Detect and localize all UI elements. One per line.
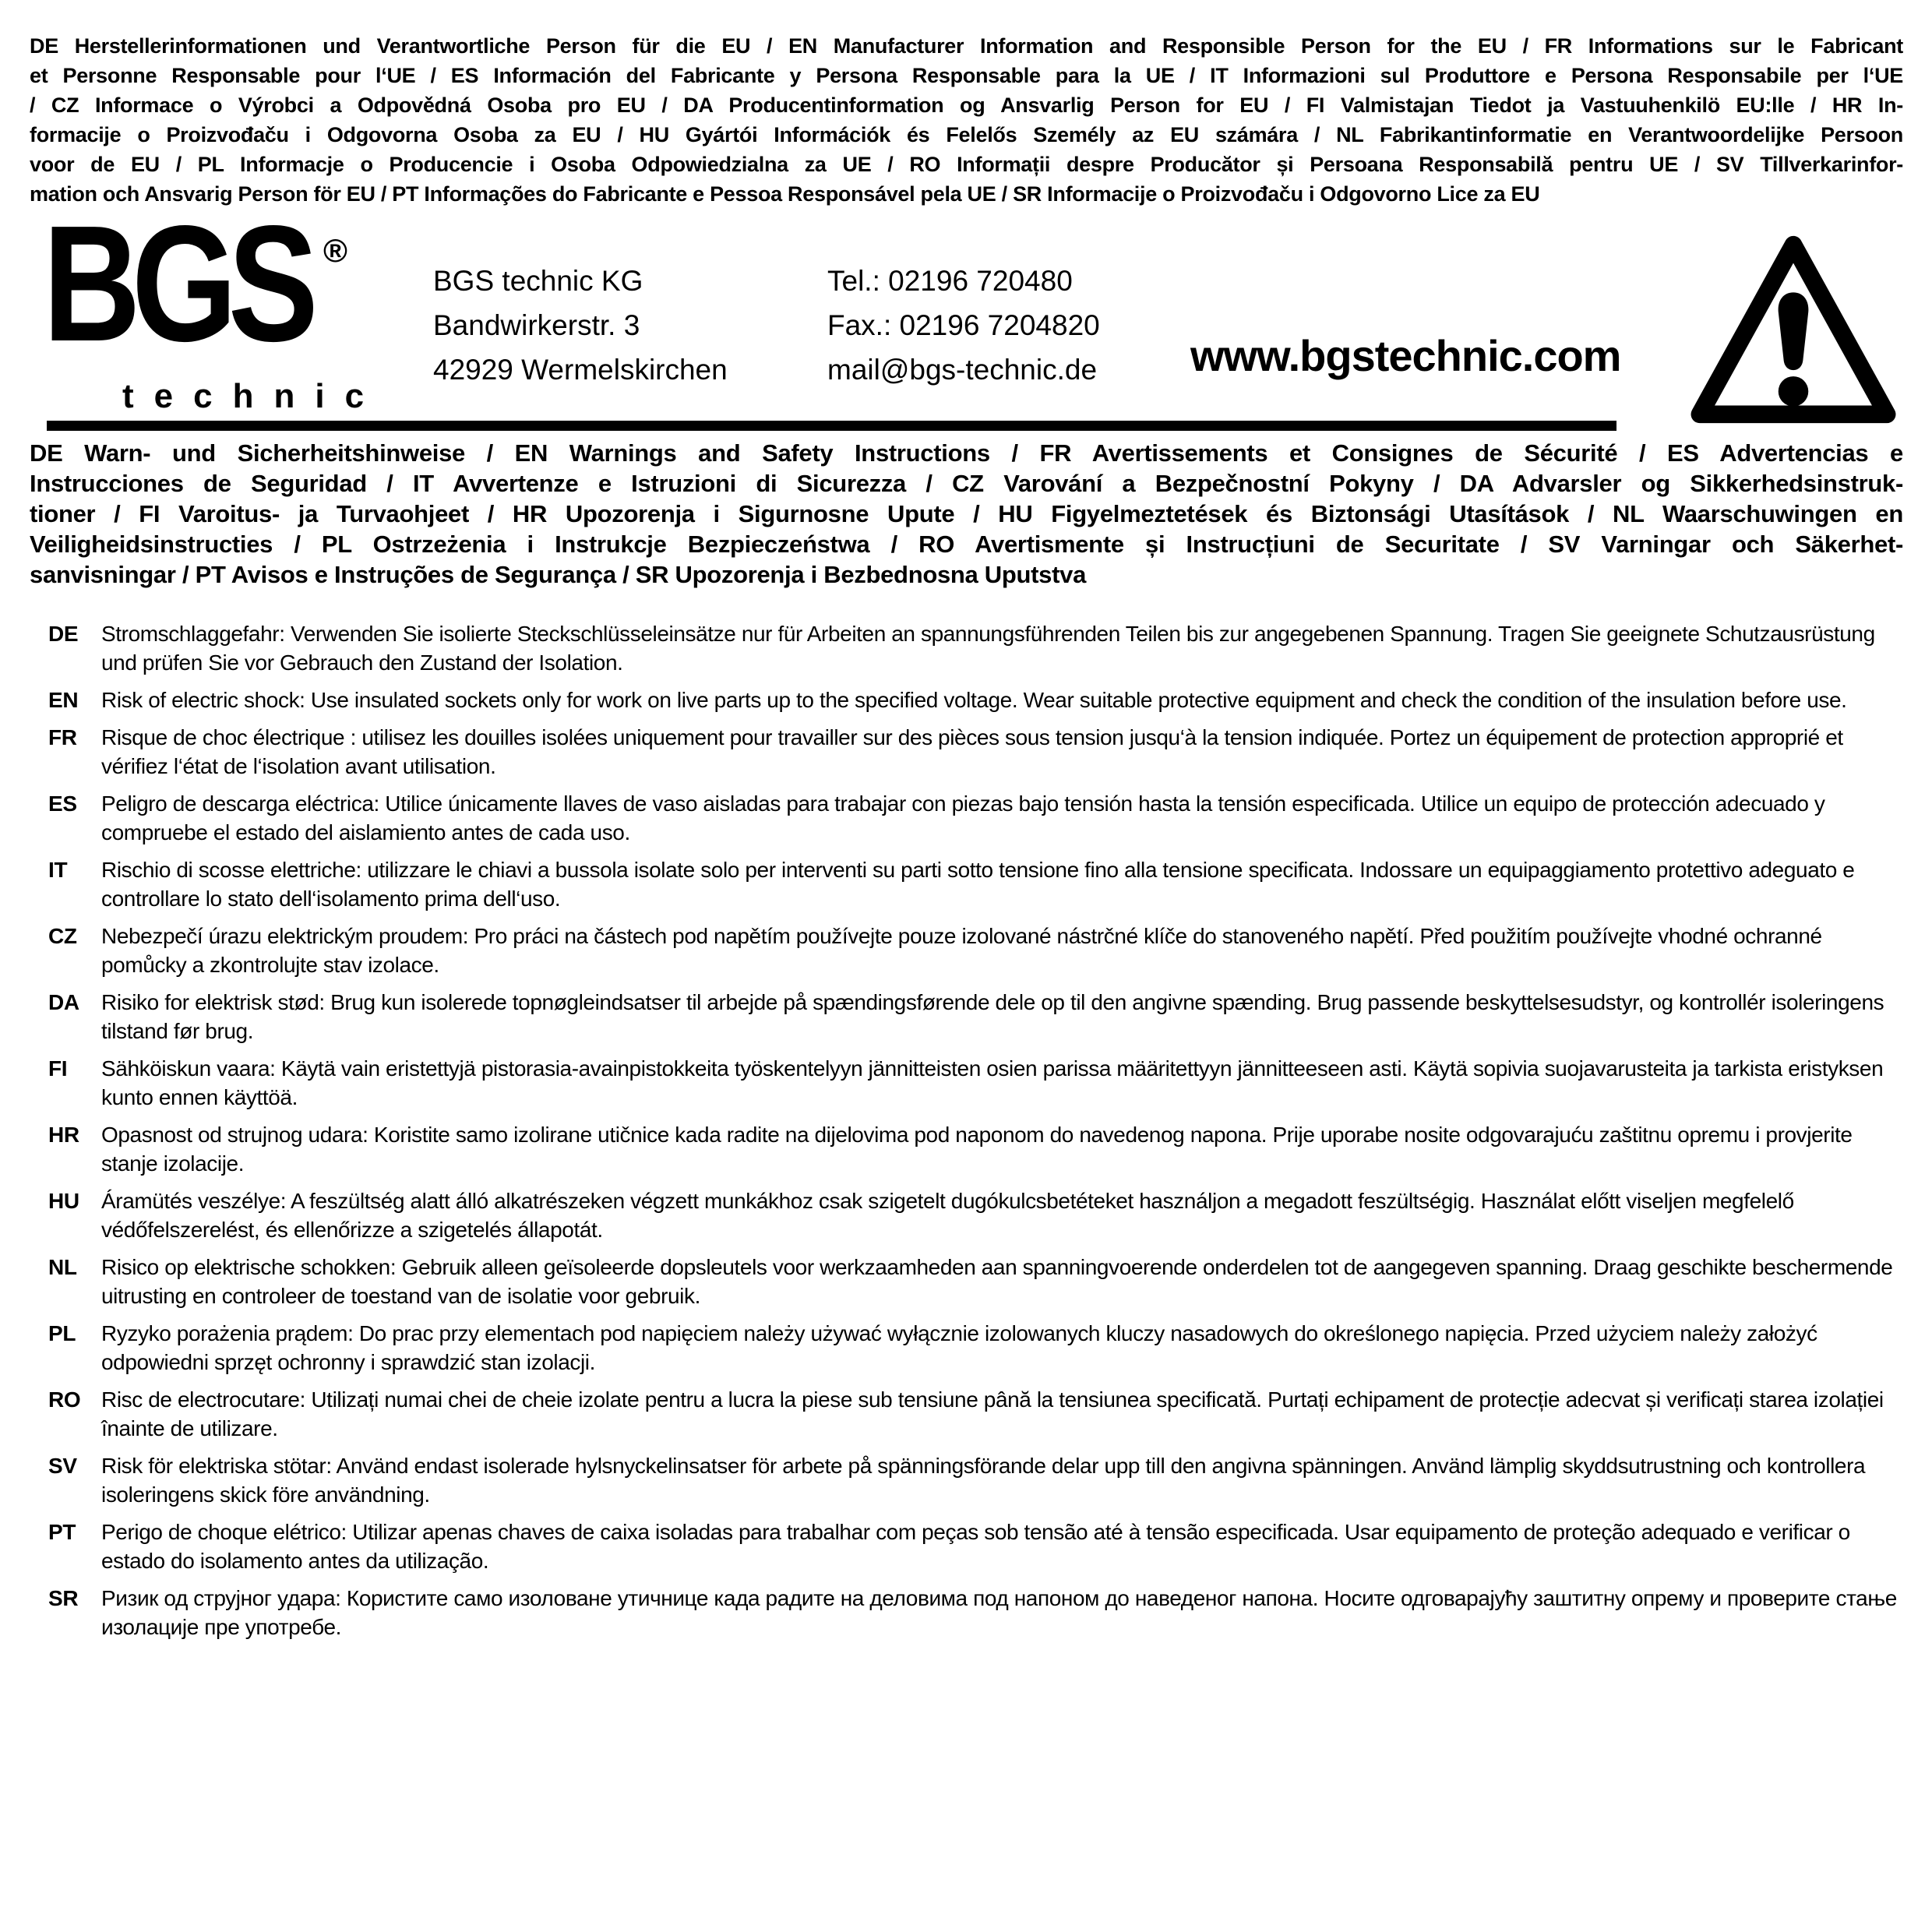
language-code: SV <box>48 1454 77 1478</box>
language-code: NL <box>48 1255 77 1279</box>
language-code: FI <box>48 1056 68 1081</box>
header-line: et Personne Responsable pour l‘UE / ES Información del Fabricante y Persona Responsable para la UE / IT Informazioni sul Produttore e Persona Responsabile per l‘UE <box>30 64 1903 87</box>
warnings-title-line: DE Warn- und Sicherheitshinweise / EN Warnings and Safety Instructions / FR Avertissements et Consignes de Sécurité / ES Advertencias e <box>30 439 1903 467</box>
warning-item <box>48 1584 1905 1641</box>
warning-item <box>48 1054 1905 1112</box>
warnings-title-line: Veiligheidsinstructies / PL Ostrzeżenia i Instrukcje Bezpieczeństwa / RO Avertismente și Instrucțiuni de Securitate / SV Varningar och Säkerhet- <box>30 531 1903 558</box>
warning-item <box>48 619 1905 677</box>
language-code: DA <box>48 990 79 1014</box>
warning-item <box>48 1186 1905 1244</box>
warning-item <box>48 922 1905 979</box>
warning-item <box>48 1451 1905 1509</box>
warnings-title-line: Instrucciones de Seguridad / IT Avvertenze e Istruzioni di Sicurezza / CZ Varování a Bezpečnostní Pokyny / DA Advarsler og Sikkerhedsinstruk- <box>30 470 1903 497</box>
warning-text: Nebezpečí úrazu elektrickým proudem: Pro práci na částech pod napětím používejte pouze izolované nástrčné klíče do stanoveného napětí. Před použitím používejte vhodné ochranné pomůcky a zkontrolujte stav izolace. <box>101 924 1822 977</box>
warnings-title-line: sanvisningar / PT Avisos e Instruções de Segurança / SR Upozorenja i Bezbednosna Uputstva <box>30 561 1087 588</box>
language-code: RO <box>48 1387 81 1412</box>
warning-text: Risc de electrocutare: Utilizați numai chei de cheie izolate pentru a lucra la piese sub tensiune până la tensiunea specificată. Purtați echipament de protecție adecvat și verificați starea izolației înainte de utilizare. <box>101 1387 1884 1440</box>
language-code: EN <box>48 688 79 712</box>
warning-text: Perigo de choque elétrico: Utilizar apenas chaves de caixa isoladas para trabalhar com peças sob tensão até à tensão especificada. Usar equipamento de proteção adequado e verificar o estado do isolamento antes da utilização. <box>101 1520 1850 1573</box>
warning-item <box>48 1253 1905 1310</box>
warning-item <box>48 789 1905 847</box>
language-code: DE <box>48 622 79 646</box>
bgs-logo-text: BGS <box>43 191 310 375</box>
bgs-logo-subtext: technic <box>122 377 385 415</box>
warnings-title-line: tioner / FI Varoitus- ja Turvaohjeet / HR Upozorenja i Sigurnosne Upute / HU Figyelmeztetések és Biztonsági Utasítások / NL Waarschuwingen en <box>30 500 1903 527</box>
warning-text: Peligro de descarga eléctrica: Utilice únicamente llaves de vaso aisladas para trabajar con piezas bajo tensión hasta la tensión especificada. Utilice un equipo de protección adecuado y compruebe el estado del aislamiento antes de cada uso. <box>101 791 1825 844</box>
company-website: www.bgstechnic.com <box>1190 331 1621 380</box>
warning-text: Risque de choc électrique : utilisez les douilles isolées uniquement pour travailler sur des pièces sous tension jusqu‘à la tension indiquée. Portez un équipement de protection approprié et vérifiez l‘état de l‘isolation avant utilisation. <box>101 725 1843 778</box>
company-city: 42929 Wermelskirchen <box>433 354 728 386</box>
header-line: formacije o Proizvođaču i Odgovorna Osoba za EU / HU Gyártói Információk és Felelős Személy az EU számára / NL Fabrikantinformatie en Verantwoordelijke Persoon <box>30 123 1903 146</box>
warning-triangle-icon <box>1687 226 1899 433</box>
registered-trademark-icon: ® <box>323 232 347 269</box>
language-code: IT <box>48 858 68 882</box>
warning-item <box>48 1120 1905 1178</box>
bgs-logo <box>43 191 386 421</box>
company-name: BGS technic KG <box>433 265 643 297</box>
header-line: DE Herstellerinformationen und Verantwortliche Person für die EU / EN Manufacturer Information and Responsible Person for the EU / FR Informations sur le Fabricant <box>30 34 1903 58</box>
language-code: PL <box>48 1321 76 1345</box>
section-divider-bar <box>47 421 1616 431</box>
warning-text: Ryzyko porażenia prądem: Do prac przy elementach pod napięciem należy używać wyłącznie izolowanych kluczy nasadowych do określonego napięcia. Przed użyciem należy założyć odpowiedni sprzęt ochronny i sprawdzić stan izolacji. <box>101 1321 1817 1374</box>
warning-item <box>48 686 1905 714</box>
warning-text: Risk för elektriska stötar: Använd endast isolerade hylsnyckelinsatser för arbete på spänningsförande delar upp till den angivna spänningen. Använd lämplig skyddsutrustning och kontrollera isoleringens skick före användning. <box>101 1454 1866 1507</box>
warning-text: Risico op elektrische schokken: Gebruik alleen geïsoleerde dopsleutels voor werkzaamheden aan spanningvoerende onderdelen tot de aangegeven spanning. Draag geschikte beschermende uitrusting en controleer de toestand van de isolatie voor gebruik. <box>101 1255 1893 1308</box>
warning-text: Risk of electric shock: Use insulated sockets only for work on live parts up to the specified voltage. Wear suitable protective equipment and check the condition of the insulation before use. <box>101 688 1847 712</box>
warning-item <box>48 1385 1905 1443</box>
language-code: FR <box>48 725 77 749</box>
header-line: / CZ Informace o Výrobci a Odpovědná Osoba pro EU / DA Producentinformation og Ansvarlig Person for EU / FI Valmistajan Tiedot ja Vastuuhenkilö EU:lle / HR In- <box>30 93 1903 117</box>
language-code: HU <box>48 1189 79 1213</box>
warning-text: Sähköiskun vaara: Käytä vain eristettyjä pistorasia-avainpistokkeita työskentelyyn jännitteisten osien parissa määritettyyn jännitteeseen asti. Käytä sopivia suojavarusteita ja tarkista eristyksen kunto ennen käyttöä. <box>101 1056 1884 1109</box>
warning-text: Áramütés veszélye: A feszültség alatt álló alkatrészeken végzett munkákhoz csak szigetelt dugókulcsbetéteket használjon a megadott feszültségig. Használat előtt viseljen megfelelő védőfelszerelést, és ellenőrizze a szigetelés állapotát. <box>101 1189 1794 1242</box>
warnings-section-title <box>30 438 1903 590</box>
warning-text: Ризик од струјног удара: Користите само изоловане утичнице када радите на деловима под напоном до наведеног напона. Носите одговарајућу заштитну опрему и проверите стање изолације пре употребе. <box>101 1586 1897 1639</box>
language-code: ES <box>48 791 77 816</box>
manufacturer-info-header <box>30 31 1903 209</box>
language-code: HR <box>48 1123 79 1147</box>
company-address-block <box>433 259 728 392</box>
warning-item <box>48 723 1905 781</box>
warning-text: Risiko for elektrisk stød: Brug kun isolerede topnøgleindsatser til arbejde på spændingsførende dele op til den angivne spænding. Brug passende beskyttelsesudstyr, og kontrollér isoleringens tilstand før brug. <box>101 990 1884 1043</box>
language-code: CZ <box>48 924 77 948</box>
header-line: mation och Ansvarig Person för EU / PT Informações do Fabricante e Pessoa Responsável pela UE / SR Informacije o Proizvođaču i Odgovorno Lice za EU <box>30 182 1540 206</box>
warning-item <box>48 1319 1905 1377</box>
warnings-list <box>48 619 1905 1650</box>
company-fax: Fax.: 02196 7204820 <box>827 309 1100 341</box>
company-street: Bandwirkerstr. 3 <box>433 309 640 341</box>
language-code: PT <box>48 1520 76 1544</box>
header-line: voor de EU / PL Informacje o Producencie i Osoba Odpowiedzialna za UE / RO Informații despre Producător și Persoana Responsabilă pentru UE / SV Tillverkarinfor- <box>30 153 1903 176</box>
warning-item <box>48 988 1905 1045</box>
warning-item <box>48 1518 1905 1575</box>
warning-text: Stromschlaggefahr: Verwenden Sie isolierte Steckschlüsseleinsätze nur für Arbeiten an spannungsführenden Teilen bis zur angegebenen Spannung. Tragen Sie geeignete Schutzausrüstung und prüfen Sie vor Gebrauch den Zustand der Isolation. <box>101 622 1875 675</box>
company-email: mail@bgs-technic.de <box>827 354 1098 386</box>
warning-text: Opasnost od strujnog udara: Koristite samo izolirane utičnice kada radite na dijelovima pod naponom do navedenog napona. Prije uporabe nosite odgovarajuću zaštitnu opremu i provjerite stanje izolacije. <box>101 1123 1853 1176</box>
warning-item <box>48 855 1905 913</box>
warning-text: Rischio di scosse elettriche: utilizzare le chiavi a bussola isolate solo per interventi su parti sotto tensione fino alla tensione specificata. Indossare un equipaggiamento protettivo adeguato e controllare lo stato dell‘isolamento prima dell‘uso. <box>101 858 1855 911</box>
company-contact-block <box>827 259 1100 392</box>
language-code: SR <box>48 1586 79 1610</box>
company-tel: Tel.: 02196 720480 <box>827 265 1073 297</box>
